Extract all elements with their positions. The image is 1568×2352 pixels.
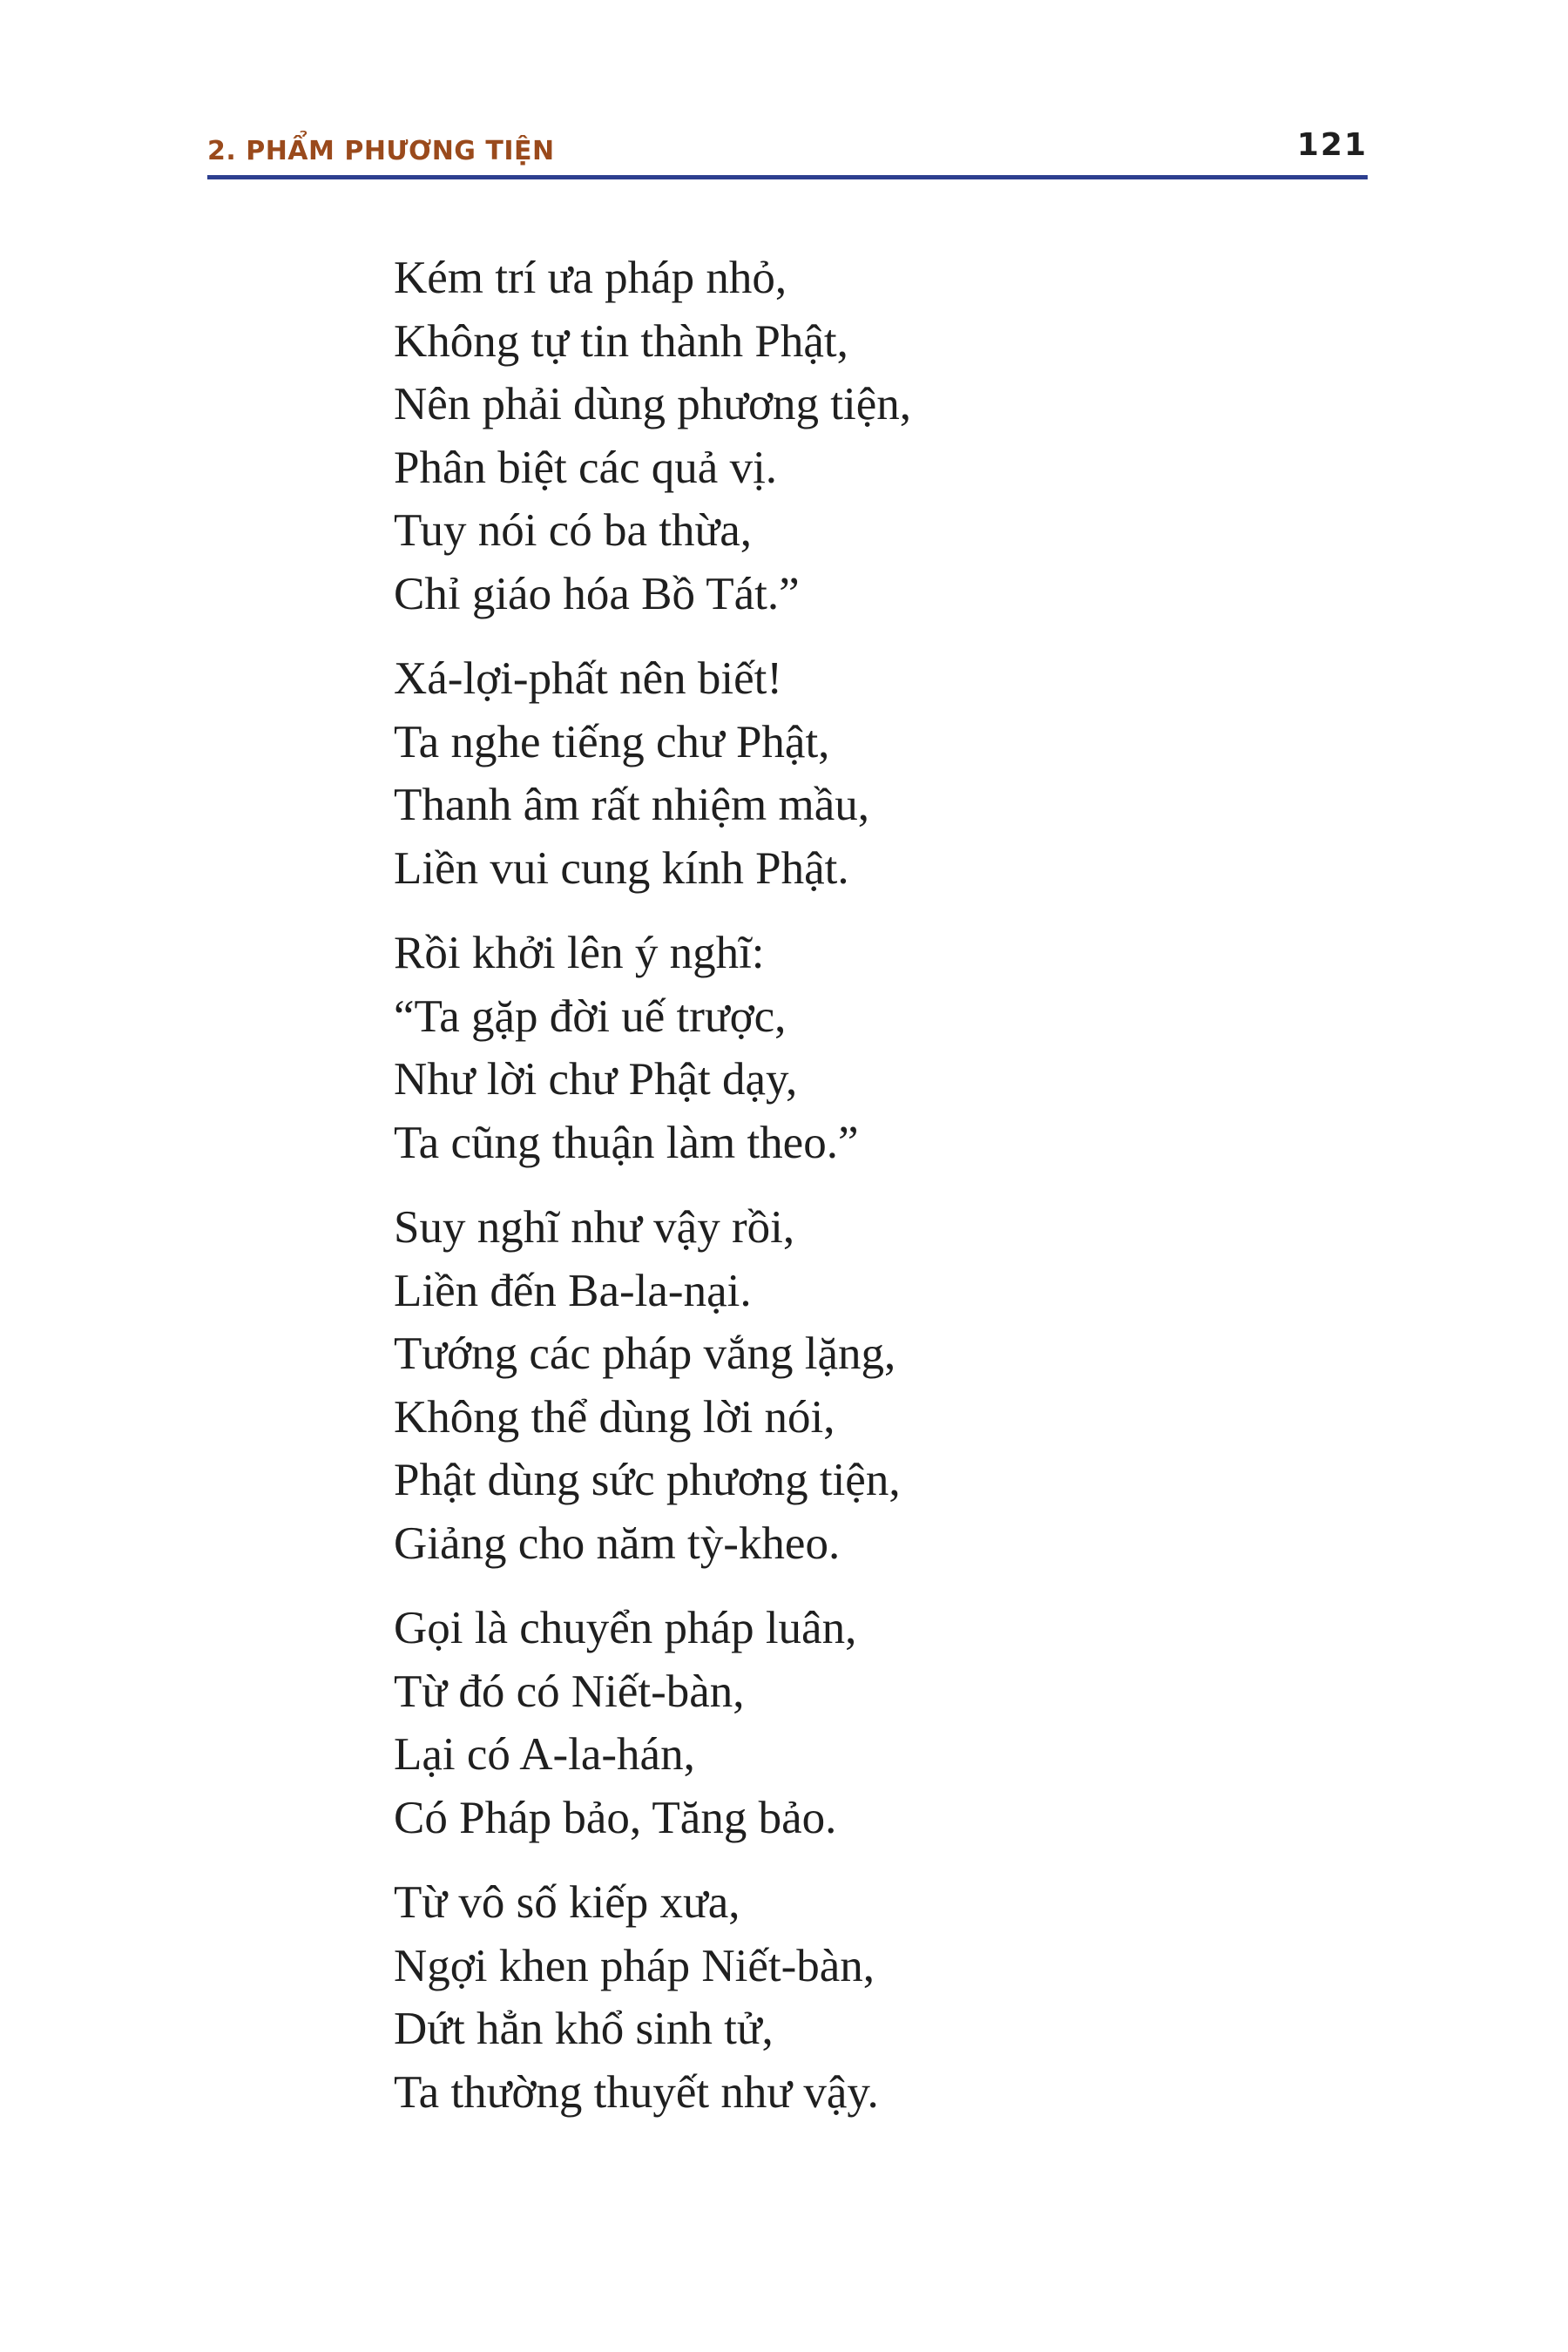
chapter-title: 2. PHẨM PHƯƠNG TIỆN	[207, 136, 555, 166]
poem-line: Chỉ giáo hóa Bồ Tát.”	[394, 568, 800, 619]
stanza-3	[394, 922, 1352, 1174]
poem-line: Ta cũng thuận làm theo.”	[394, 1117, 859, 1168]
poem-line: Có Pháp bảo, Tăng bảo.	[394, 1792, 837, 1843]
poem-line: Không tự tin thành Phật,	[394, 315, 848, 367]
poem-line: Lại có A-la-hán,	[394, 1729, 695, 1780]
poem-line: Phật dùng sức phương tiện,	[394, 1455, 901, 1505]
poem-line: Giảng cho năm tỳ-kheo.	[394, 1517, 841, 1569]
poem-line: Từ vô số kiếp xưa,	[394, 1877, 740, 1928]
page-number: 121	[1296, 127, 1368, 163]
poem-line: Suy nghĩ như vậy rồi,	[394, 1202, 795, 1253]
stanza-1	[394, 247, 1352, 625]
poem-line: Không thể dùng lời nói,	[394, 1391, 835, 1443]
poem-line: “Ta gặp đời uế trược,	[394, 990, 787, 1042]
poem-line: Liền vui cung kính Phật.	[394, 842, 849, 894]
poem-line: Phân biệt các quả vị.	[394, 442, 778, 493]
poem-line: Dứt hẳn khổ sinh tử,	[394, 2004, 774, 2054]
poem-line: Như lời chư Phật dạy,	[394, 1054, 798, 1105]
stanza-6	[394, 1871, 1352, 2124]
poem-line: Kém trí ưa pháp nhỏ,	[394, 253, 787, 303]
page-header	[207, 122, 1368, 179]
stanza-4	[394, 1196, 1352, 1575]
poem-line: Xá-lợi-phất nên biết!	[394, 653, 782, 704]
poem-line: Tuy nói có ba thừa,	[394, 505, 753, 556]
poem-line: Ta nghe tiếng chư Phật,	[394, 716, 830, 767]
poem-line: Liền đến Ba-la-nại.	[394, 1265, 752, 1316]
poem-line: Từ đó có Niết-bàn,	[394, 1666, 745, 1717]
poem-line: Ta thường thuyết như vậy.	[394, 2066, 879, 2118]
poem-line: Thanh âm rất nhiệm mầu,	[394, 780, 870, 830]
poem-body	[394, 247, 1352, 2146]
poem-line: Ngợi khen pháp Niết-bàn,	[394, 1940, 875, 1991]
poem-line: Nên phải dùng phương tiện,	[394, 379, 912, 429]
stanza-5	[394, 1597, 1352, 1849]
poem-line: Gọi là chuyển pháp luân,	[394, 1603, 857, 1653]
poem-line: Tướng các pháp vắng lặng,	[394, 1328, 896, 1379]
poem-line: Rồi khởi lên ý nghĩ:	[394, 928, 765, 978]
stanza-2	[394, 647, 1352, 900]
